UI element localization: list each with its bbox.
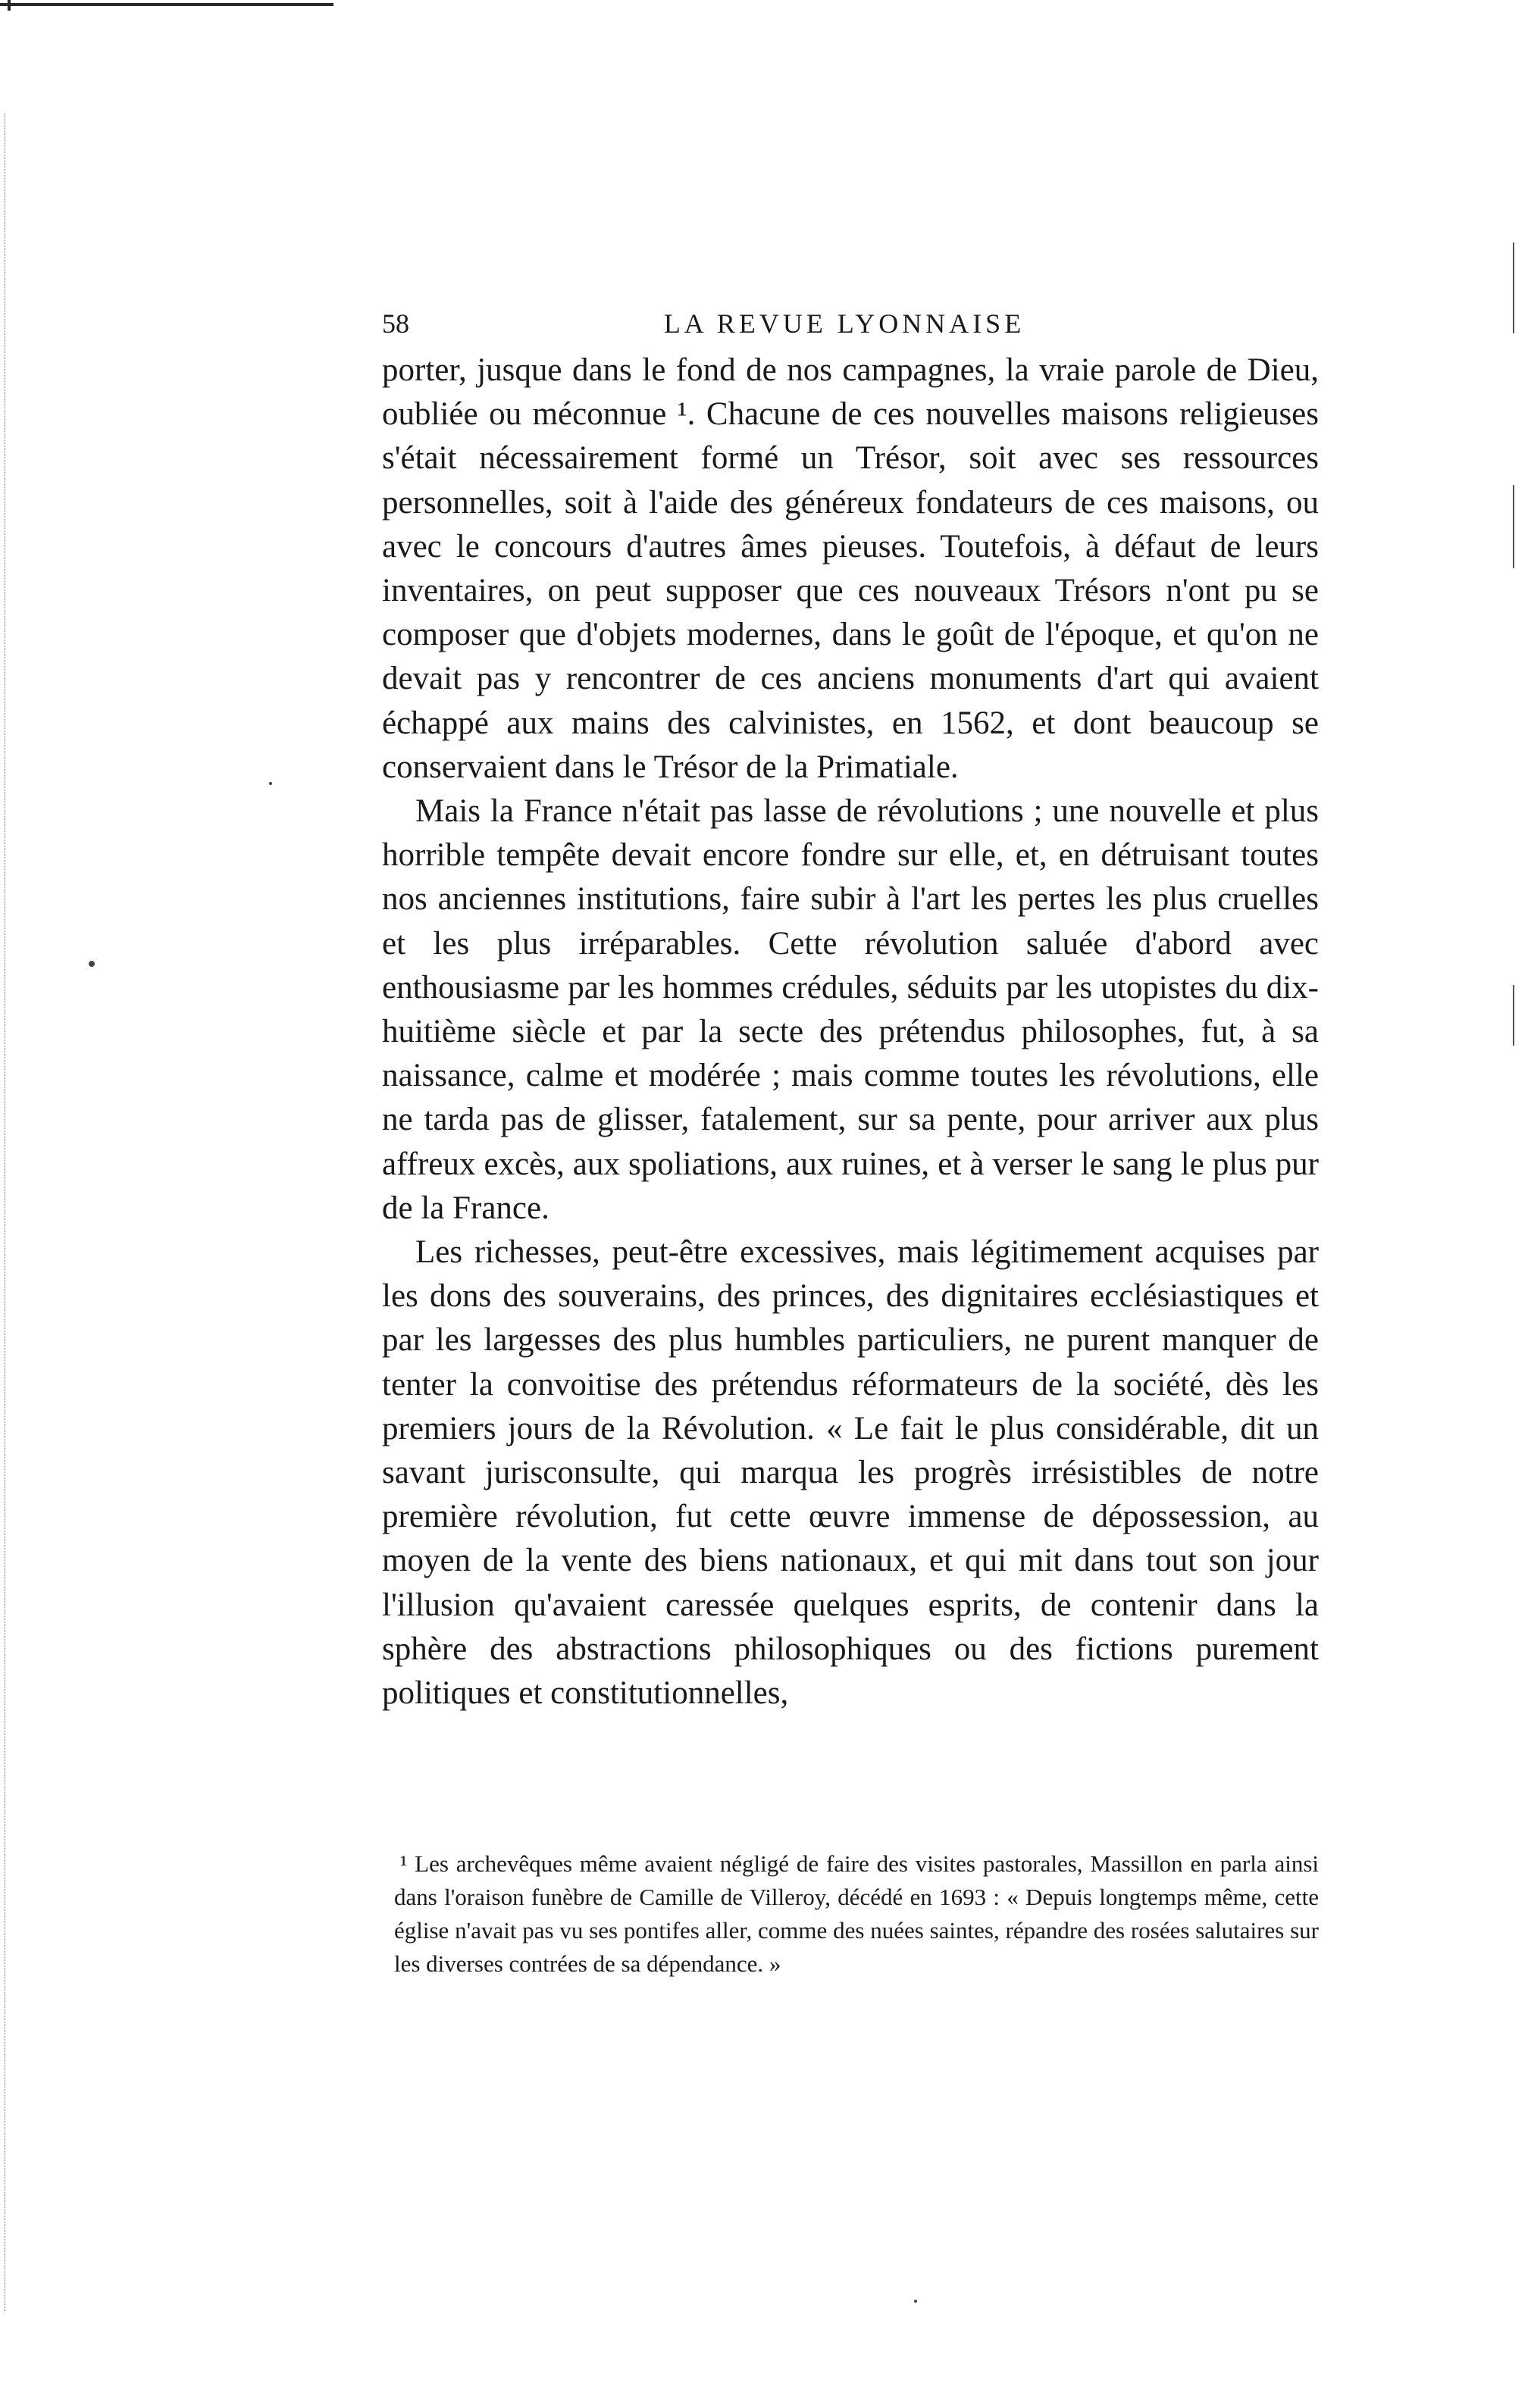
body-paragraph-2: Mais la France n'était pas lasse de révolutions ; une nouvelle et plus horrible tempête devait encore fondre sur elle, et, en détruisant toutes nos anciennes institutions, faire subir à l'art les pertes les plus cruelles et les plus irréparables. Cette révolution saluée d'abord avec enthousiasme par les hommes crédules, séduits par les utopistes du dix-huitième siècle et par la secte des prétendus philosophes, fut, à sa naissance, calme et modérée ; mais comme toutes les révolutions, elle ne tarda pas de glisser, fatalement, sur sa pente, pour arriver aux plus affreux excès, aux spoliations, aux ruines, et à verser le sang le plus pur de la France. [382,793,1319,1226]
top-scan-rule [0,3,333,6]
page-number: 58 [382,308,409,339]
article-body [382,349,1319,1715]
stray-ink-dot [269,782,272,785]
running-title: LA REVUE LYONNAISE [663,308,1025,339]
page-header [382,305,1307,342]
top-scan-rule-tick [8,0,11,11]
footnote: ¹ Les archevêques même avaient négligé de faire des visites pastorales, Massillon en parla ainsi dans l'oraison funèbre de Camille de Villeroy, décédé en 1693 : « Depuis longtemps même, cette église n'avait pas vu ses pontifes aller, comme des nuées saintes, répandre des rosées salutaires sur les diverses contrées de sa dépendance. » [394,1850,1319,1977]
body-paragraph-1: porter, jusque dans le fond de nos campagnes, la vraie parole de Dieu, oubliée ou méconnue ¹. Chacune de ces nouvelles maisons religieuses s'était nécessairement formé un Trésor, soit avec ses ressources personnelles, soit à l'aide des généreux fondateurs de ces maisons, ou avec le concours d'autres âmes pieuses. Toutefois, à défaut de leurs inventaires, on peut supposer que ces nouveaux Trésors n'ont pu se composer que d'objets modernes, dans le goût de l'époque, et qu'on ne devait pas y rencontrer de ces anciens monuments d'art qui avaient échappé aux mains des calvinistes, en 1562, et dont beaucoup se conservaient dans le Trésor de la Primatiale. [382,352,1319,785]
right-edge-scan-mark [1513,485,1514,568]
body-paragraph-3: Les richesses, peut-être excessives, mais légitimement acquises par les dons des souverains, des princes, des dignitaires ecclésiastiques et par les largesses des plus humbles particuliers, ne purent manquer de tenter la convoitise des prétendus réformateurs de la société, dès les premiers jours de la Révolution. « Le fait le plus considérable, dit un savant jurisconsulte, qui marqua les progrès irrésistibles de notre première révolution, fut cette œuvre immense de dépossession, au moyen de la vente des biens nationaux, et qui mit dans tout son jour l'illusion qu'avaient caressée quelques esprits, de contenir dans la sphère des abstractions philosophiques ou des fictions purement politiques et constitutionnelles, [382,1234,1319,1712]
right-edge-scan-mark [1513,985,1514,1046]
stray-ink-dot [914,2300,917,2303]
stray-ink-dot [89,961,95,967]
right-edge-scan-mark [1513,242,1514,333]
